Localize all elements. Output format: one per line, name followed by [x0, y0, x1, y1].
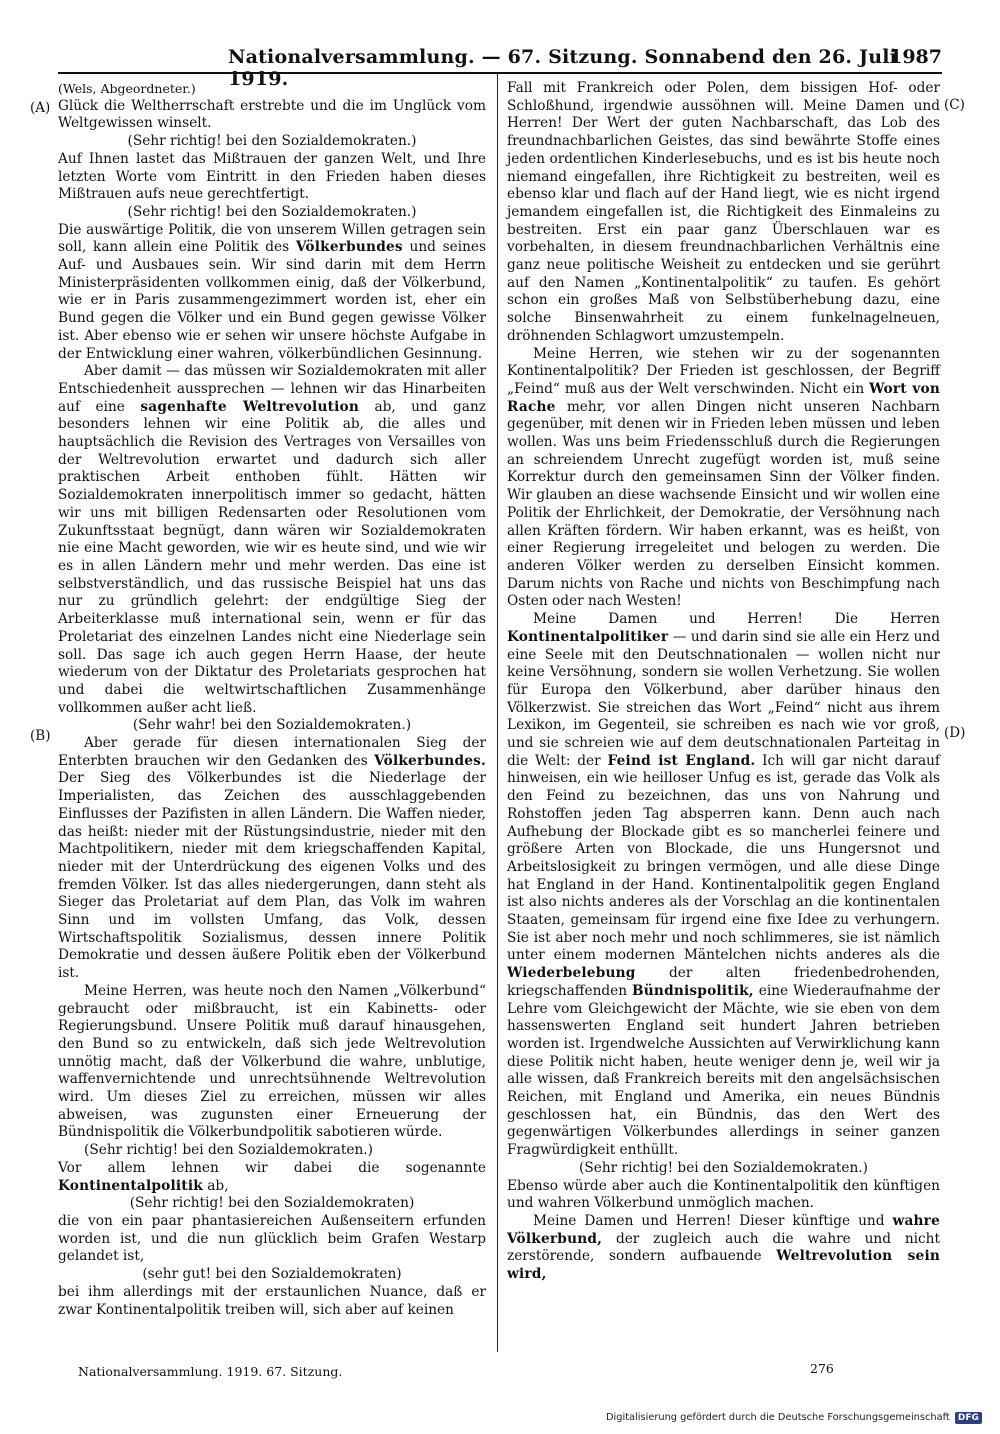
paragraph: Aber gerade für diesen internationalen Sieg der Enterbten brauchen wir den Gedanken des Völkerbundes. Der Sieg des Völkerbundes ist die Niederlage der Imperialisten, das Zeichen des ausschlaggebenden Einflusses der Pazifisten in allen Ländern. Die Waffen nieder, das heißt: nieder mit der Rüstungsindustrie, nieder mit den Machtpolitikern, nieder mit dem kriegschaffenden Kapital, nieder mit der Unterdrückung des eigenen Volks und des fremden Völker. Ist das alles niedergerungen, dann steht als Sieger das Proletariat auf dem Plan, das Volk im wahren Sinn und im vollsten Umfang, das Volk, dessen Wirtschaftspolitik Sozialismus, dessen innere Politik Demokratie und dessen äußere Politik eben der Völkerbund ist.	[58, 735, 486, 982]
emphasis: Kontinentalpolitik	[58, 1177, 203, 1194]
credit-text: Digitalisierung gefördert durch die Deutsche Forschungsgemeinschaft	[606, 1412, 950, 1423]
margin-marker-a: (A)	[30, 100, 51, 116]
emphasis: Völkerbundes	[295, 239, 403, 256]
interjection: (Sehr richtig! bei den Sozialdemokraten.)	[127, 133, 417, 150]
emphasis: Wiederbelebung	[507, 965, 636, 982]
paragraph: Auf Ihnen lastet das Mißtrauen der ganzen Welt, und Ihre letzten Worte vom Eintritt in den Frieden haben dieses Mißtrauen aufs neue gerechtfertigt.	[58, 150, 486, 203]
interjection: (Sehr richtig! bei den Sozialdemokraten.)	[127, 203, 417, 220]
emphasis: Feind ist England.	[607, 752, 756, 769]
emphasis: Weltrevolution sein wird,	[507, 1248, 940, 1283]
paragraph: bei ihm allerdings mit der erstaunlichen Nuance, daß er zwar Kontinentalpolitik treiben will, sich aber auf keinen	[58, 1283, 486, 1318]
emphasis: Kontinentalpolitiker	[507, 628, 669, 645]
paragraph: Meine Herren, was heute noch den Namen „Völkerbund“ gebraucht oder mißbraucht, ist ein Kabinetts- oder Regierungsbund. Unsere Politik muß darauf hinausgehen, den Bund so zu entwickeln, daß sich jede Weltrevolution unnötig macht, daß der Völkerbund die wahre, unblutige, waffenvernichtende und unrechtsühnende Weltrevolution wird. Um dieses Ziel zu erreichen, müssen wir alles abweisen, was zugunsten einer Erneuerung der Bündnispolitik die Völkerbundpolitik sabotieren würde.	[58, 982, 486, 1141]
page-number: 1987	[889, 46, 942, 68]
margin-marker-d: (D)	[944, 725, 966, 741]
header-title: Nationalversammlung. — 67. Sitzung. Sonnabend den 26. Juli 1919.	[228, 46, 898, 90]
digitization-credit	[606, 1412, 982, 1424]
margin-marker-b: (B)	[30, 728, 51, 744]
emphasis: Bündnispolitik,	[632, 982, 754, 999]
interjection: (Sehr richtig! bei den Sozialdemokraten)	[129, 1195, 415, 1212]
dfg-logo-icon: DFG	[955, 1412, 982, 1424]
emphasis: wahre Völkerbund,	[507, 1213, 940, 1247]
paragraph: Fall mit Frankreich oder Polen, dem bissigen Hof- oder Schloßhund, irgendwie aussöhnen will. Meine Damen und Herren! Der Wert der guten Nachbarschaft, das Lob des freundnachbarlichen Geistes, das sind bewährte Stoffe eines jeden ordentlichen Kinderlesebuchs, und es ist bis heute noch niemand eingefallen, ihre Richtigkeit zu bestreiten, weil es ebenso klar und flach auf der Hand liegt, wie es nicht irgend jemandem eingefallen ist, die Richtigkeit des Einmaleins zu bestreiten. Erst ein paar ganz Überschlauen war es vorbehalten, in diesem freundnachbarlichen Verhältnis eine ganz neue politische Weisheit zu entdecken und sie gerührt auf den Namen „Kontinentalpolitik“ zu taufen. Es gehört schon ein großes Maß von Selbstüberhebung dazu, eine solche Binsenwahrheit zu einem funkelnagelneuen, dröhnenden Schlagwort umzustempeln.	[507, 80, 940, 344]
emphasis: sagenhafte Weltrevolution	[140, 398, 359, 415]
interjection: (Sehr richtig! bei den Sozialdemokraten.)	[579, 1159, 868, 1176]
paragraph: Meine Damen und Herren! Die Herren Kontinentalpolitiker — und darin sind sie alle ein Herz und eine Seele mit den Deutschnationalen — wollen nicht nur keine Versöhnung, sondern sie wollen Verhetzung. Sie wollen für Europa den Völkerbund, aber darüber hinaus den Völkerzwist. Sie streichen das Wort „Feind“ nicht aus ihrem Lexikon, im Gegenteil, sie schreiben es nach wie vor groß, und sie schreien wie auf dem deutschnationalen Parteitag in die Welt: der Feind ist England. Ich will gar nicht darauf hinweisen, ein wie heilloser Unfug es ist, gerade das Volk als den Feind zu bezeichnen, das uns von Nahrung und Rohstoffen jeden Tag absperren kann. Denn auch nach Aufhebung der Blockade gibt es so mancherlei feinere und größere Arten von Blockade, die uns Hungersnot und Arbeitslosigkeit zu bringen vermögen, und alle diese Dinge hat England in der Hand. Kontinentalpolitik gegen England ist also nichts anderes als der Vorschlag an die kontinentalen Staaten, gemeinsam für irgend eine fixe Idee zu verhungern. Sie ist aber noch mehr und noch schlimmeres, sie ist nämlich unter einem modernen Mäntelchen nichts anderes als die Wiederbelebung der alten friedenbedrohenden, kriegschaffenden Bündnispolitik, eine Wiederaufnahme der Lehre vom Gleichgewicht der Mächte, wie sie eben von dem hassenswerten England seit hundert Jahren betrieben worden ist. Irgendwelche Aussichten auf Verwirklichung kann diese Politik nicht haben, heute weniger denn je, weil wir ja alle wissen, daß Frankreich bereits mit den angelsächsischen Reichen, mit England und Amerika, ein neues Bündnis geschlossen hat, ein Bündnis, das den Wert des gegenwärtigen Völkerbundes allerdings in seiner ganzen Fragwürdigkeit enthüllt.	[507, 611, 941, 1159]
emphasis: Völkerbundes.	[374, 752, 486, 769]
paragraph: Meine Herren, wie stehen wir zu der sogenannten Kontinentalpolitik? Der Frieden ist geschlossen, der Begriff „Feind“ muß aus der Welt verschwinden. Nicht ein Wort von Rache mehr, vor allen Dingen nicht unseren Nachbarn gegenüber, mit denen wir in Frieden leben müssen und leben wollen. Was uns beim Friedensschluß durch die Regierungen an schreiendem Unrecht zugefügt worden ist, muß seine Korrektur durch den gemeinsamen Sinn der Völker finden. Wir glauben an diese wachsende Einsicht und wir wollen eine Politik der Ehrlichkeit, der Demokratie, der Versöhnung nach allen Kräften fördern. Wir haben erkannt, was es heißt, von einer Regierung irregeleitet und belogen zu werden. Die anderen Völker werden zu derselben Einsicht kommen. Darum nichts von Rache und nichts von Beschimpfung nach Osten oder nach Westen!	[507, 345, 940, 610]
speaker-note: (Wels, Abgeordneter.)	[58, 81, 196, 96]
header-rule	[58, 72, 942, 74]
footer-signature: Nationalversammlung. 1919. 67. Sitzung.	[78, 1364, 343, 1379]
paragraph: Aber damit — das müssen wir Sozialdemokraten mit aller Entschiedenheit aussprechen — lehnen wir das Hinarbeiten auf eine sagenhafte Weltrevolution ab, und ganz besonders lehnen wir eine Politik ab, die alles und hauptsächlich die Revision des Vertrages von Versailles von der Weltrevolution erwartet und dadurch sich aller praktischen Arbeit enthoben fühlt. Hätten wir Sozialdemokraten innerpolitisch immer so gedacht, hätten wir uns mit billigen Redensarten oder Resolutionen vom Zukunftsstaat begnügt, dann wären wir Sozialdemokraten nie eine Macht geworden, wie wir es heute sind, und wie wir es in allen Ländern mehr und mehr werden. Das eine ist selbstverständlich, und das russische Beispiel hat uns das nur zu gründlich gelehrt: der endgültige Sieg der Arbeiterklasse muß international sein, wenn er für das Proletariat des einzelnen Landes nicht eine Niederlage sein soll. Das sage ich auch gegen Herrn Haase, der heute wiederum von der Diktatur des Proletariats gesprochen hat und dabei die weltwirtschaftlichen Zusammenhänge vollkommen außer acht ließ.	[58, 363, 486, 716]
interjection: (sehr gut! bei den Sozialdemokraten)	[142, 1266, 402, 1283]
interjection: (Sehr richtig! bei den Sozialdemokraten.)	[84, 1142, 373, 1159]
left-column	[58, 80, 486, 1319]
interjection: (Sehr wahr! bei den Sozialdemokraten.)	[132, 717, 412, 734]
emphasis: Wort von Rache	[507, 380, 940, 415]
margin-marker-c: (C)	[944, 97, 965, 113]
paragraph: Ebenso würde aber auch die Kontinentalpolitik den künftigen und wahren Völkerbund unmöglich machen.	[507, 1177, 940, 1212]
paragraph: Vor allem lehnen wir dabei die sogenannte Kontinentalpolitik ab,	[58, 1159, 486, 1194]
sheet-number: 276	[810, 1361, 834, 1376]
paragraph: die von ein paar phantasiereichen Außenseitern erfunden worden ist, und die nun glücklich beim Grafen Westarp gelandet ist,	[58, 1213, 486, 1265]
paragraph: Glück die Weltherrschaft erstrebte und die im Unglück vom Weltgewissen winselt.	[58, 97, 486, 132]
paragraph: Die auswärtige Politik, die von unserem Willen getragen sein soll, kann allein eine Politik des Völkerbundes und seines Auf- und Ausbaues sein. Wir sind darin mit dem Herrn Ministerpräsidenten vollkommen einig, daß der Völkerbund, wie er in Paris zusammengezimmert worden ist, eher ein Bund gegen die Völker und ein Bund gegen gewisse Völker ist. Aber ebenso wie er sehen wir unsere höchste Aufgabe in der Entwicklung einer wahren, völkerbündlichen Gesinnung.	[58, 221, 487, 362]
column-divider	[497, 74, 498, 1352]
paragraph: Meine Damen und Herren! Dieser künftige und wahre Völkerbund, der zugleich auch die wahre und nicht zerstörende, sondern aufbauende Weltrevolution sein wird,	[507, 1213, 940, 1283]
right-column	[507, 80, 940, 1284]
